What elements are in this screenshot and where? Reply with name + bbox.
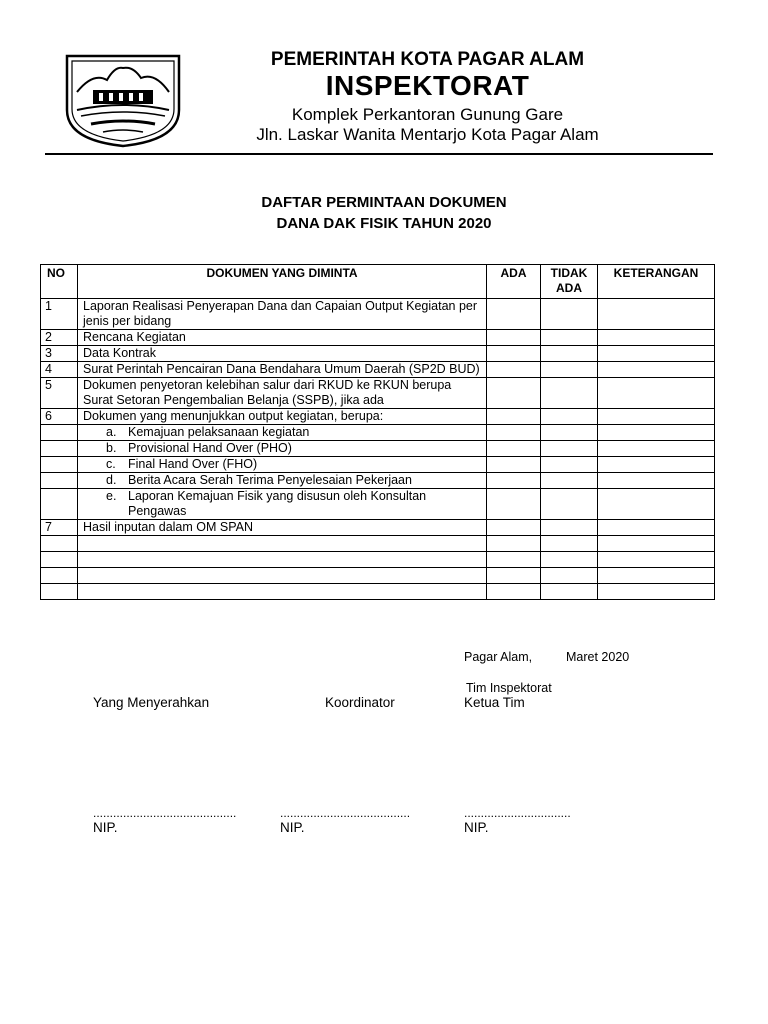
empty-row <box>41 552 715 568</box>
table-sub-row <box>41 489 715 520</box>
keterangan-cell <box>598 489 715 520</box>
table-row <box>41 378 715 409</box>
row-number <box>41 536 78 552</box>
row-document <box>78 489 487 520</box>
ada-cell <box>487 457 541 473</box>
row-number: 5 <box>41 378 78 409</box>
row-number: 3 <box>41 346 78 362</box>
signer-3-nip: NIP. <box>464 820 489 835</box>
row-document: Data Kontrak <box>78 346 487 362</box>
ada-cell <box>487 584 541 600</box>
ada-cell <box>487 441 541 457</box>
keterangan-cell <box>598 441 715 457</box>
tidak-ada-cell <box>541 441 598 457</box>
row-document <box>78 457 487 473</box>
sub-item-text: Laporan Kemajuan Fisik yang disusun oleh Konsultan Pengawas <box>128 489 427 518</box>
row-document <box>78 584 487 600</box>
signer-3-signature-line: ................................ <box>464 806 571 820</box>
city-emblem-icon <box>63 52 183 148</box>
team-name: Tim Inspektorat <box>466 681 552 695</box>
ada-cell <box>487 330 541 346</box>
sub-item-label: d. <box>106 473 117 487</box>
row-number: 6 <box>41 409 78 425</box>
keterangan-cell <box>598 520 715 536</box>
table-row <box>41 299 715 330</box>
keterangan-cell <box>598 568 715 584</box>
letterhead-divider <box>45 153 713 155</box>
row-number: 7 <box>41 520 78 536</box>
keterangan-cell <box>598 409 715 425</box>
keterangan-cell <box>598 425 715 441</box>
signer-3-title: Ketua Tim <box>464 695 525 710</box>
ada-cell <box>487 489 541 520</box>
ada-cell <box>487 568 541 584</box>
row-number: 1 <box>41 299 78 330</box>
signer-2-signature-line: ....................................... <box>280 806 411 820</box>
institution-name: INSPEKTORAT <box>325 70 530 101</box>
tidak-ada-cell <box>541 346 598 362</box>
document-request-table <box>40 264 715 600</box>
table-sub-row <box>41 457 715 473</box>
sub-item-text: Provisional Hand Over (PHO) <box>128 441 292 455</box>
header-ada: ADA <box>487 265 541 299</box>
government-name: PEMERINTAH KOTA PAGAR ALAM <box>270 49 585 70</box>
table-row <box>41 409 715 425</box>
sub-item-label: e. <box>106 489 117 503</box>
ada-cell <box>487 409 541 425</box>
table-row <box>41 362 715 378</box>
row-number <box>41 552 78 568</box>
ada-cell <box>487 552 541 568</box>
table-sub-row <box>41 441 715 457</box>
empty-row <box>41 568 715 584</box>
table-header-row <box>41 265 715 299</box>
row-document: Surat Perintah Pencairan Dana Bendahara Umum Daerah (SP2D BUD) <box>78 362 487 378</box>
row-document <box>78 568 487 584</box>
tidak-ada-cell <box>541 552 598 568</box>
row-number: 4 <box>41 362 78 378</box>
table-sub-row <box>41 425 715 441</box>
sub-item-label: a. <box>106 425 117 439</box>
tidak-ada-cell <box>541 378 598 409</box>
table-row <box>41 520 715 536</box>
keterangan-cell <box>598 346 715 362</box>
address-line-1: Komplek Perkantoran Gunung Gare <box>291 105 564 124</box>
signer-2-title: Koordinator <box>325 695 395 710</box>
document-subtitle: DANA DAK FISIK TAHUN 2020 <box>276 215 492 232</box>
ada-cell <box>487 520 541 536</box>
tidak-ada-cell <box>541 362 598 378</box>
row-number <box>41 489 78 520</box>
row-document <box>78 536 487 552</box>
header-document: DOKUMEN YANG DIMINTA <box>78 265 487 299</box>
keterangan-cell <box>598 330 715 346</box>
header-keterangan: KETERANGAN <box>598 265 715 299</box>
ada-cell <box>487 473 541 489</box>
table-sub-row <box>41 473 715 489</box>
tidak-ada-cell <box>541 457 598 473</box>
row-document: Dokumen penyetoran kelebihan salur dari RKUD ke RKUN berupa Surat Setoran Pengembalian Belanja (SSPB), jika ada <box>78 378 487 409</box>
keterangan-cell <box>598 299 715 330</box>
document-title: DAFTAR PERMINTAAN DOKUMEN <box>261 194 507 211</box>
signing-date: Maret 2020 <box>566 650 630 664</box>
sub-item-text: Berita Acara Serah Terima Penyelesaian Pekerjaan <box>128 473 412 487</box>
ada-cell <box>487 536 541 552</box>
keterangan-cell <box>598 473 715 489</box>
tidak-ada-cell <box>541 536 598 552</box>
tidak-ada-cell <box>541 473 598 489</box>
tidak-ada-cell <box>541 425 598 441</box>
keterangan-cell <box>598 362 715 378</box>
table-row <box>41 346 715 362</box>
row-number: 2 <box>41 330 78 346</box>
tidak-ada-cell <box>541 330 598 346</box>
tidak-ada-cell <box>541 299 598 330</box>
sub-item-label: b. <box>106 441 117 455</box>
row-number <box>41 584 78 600</box>
signer-1-nip: NIP. <box>93 820 118 835</box>
table-row <box>41 330 715 346</box>
sub-item-text: Kemajuan pelaksanaan kegiatan <box>128 425 310 439</box>
ada-cell <box>487 425 541 441</box>
signer-1-title: Yang Menyerahkan <box>93 695 210 710</box>
keterangan-cell <box>598 536 715 552</box>
row-document: Dokumen yang menunjukkan output kegiatan, berupa: <box>78 409 487 425</box>
header-tidak-ada: TIDAK ADA <box>541 265 598 299</box>
table-body <box>41 299 715 600</box>
empty-row <box>41 584 715 600</box>
row-document: Laporan Realisasi Penyerapan Dana dan Capaian Output Kegiatan per jenis per bidang <box>78 299 487 330</box>
signing-place: Pagar Alam, <box>464 650 533 664</box>
row-document <box>78 552 487 568</box>
row-document: Hasil inputan dalam OM SPAN <box>78 520 487 536</box>
ada-cell <box>487 299 541 330</box>
keterangan-cell <box>598 584 715 600</box>
tidak-ada-cell <box>541 489 598 520</box>
address-line-2: Jln. Laskar Wanita Mentarjo Kota Pagar Alam <box>256 125 599 144</box>
tidak-ada-cell <box>541 409 598 425</box>
row-number <box>41 457 78 473</box>
ada-cell <box>487 362 541 378</box>
row-number <box>41 441 78 457</box>
tidak-ada-cell <box>541 520 598 536</box>
ada-cell <box>487 378 541 409</box>
ada-cell <box>487 346 541 362</box>
row-document <box>78 473 487 489</box>
signer-1-signature-line: ........................................... <box>93 806 237 820</box>
sub-item-label: c. <box>106 457 116 471</box>
row-document <box>78 441 487 457</box>
row-document <box>78 425 487 441</box>
row-number <box>41 425 78 441</box>
keterangan-cell <box>598 378 715 409</box>
keterangan-cell <box>598 457 715 473</box>
tidak-ada-cell <box>541 584 598 600</box>
sub-item-text: Final Hand Over (FHO) <box>128 457 258 471</box>
row-number <box>41 568 78 584</box>
header-no: NO <box>41 265 78 299</box>
keterangan-cell <box>598 552 715 568</box>
row-document: Rencana Kegiatan <box>78 330 487 346</box>
tidak-ada-cell <box>541 568 598 584</box>
signer-2-nip: NIP. <box>280 820 305 835</box>
empty-row <box>41 536 715 552</box>
row-number <box>41 473 78 489</box>
